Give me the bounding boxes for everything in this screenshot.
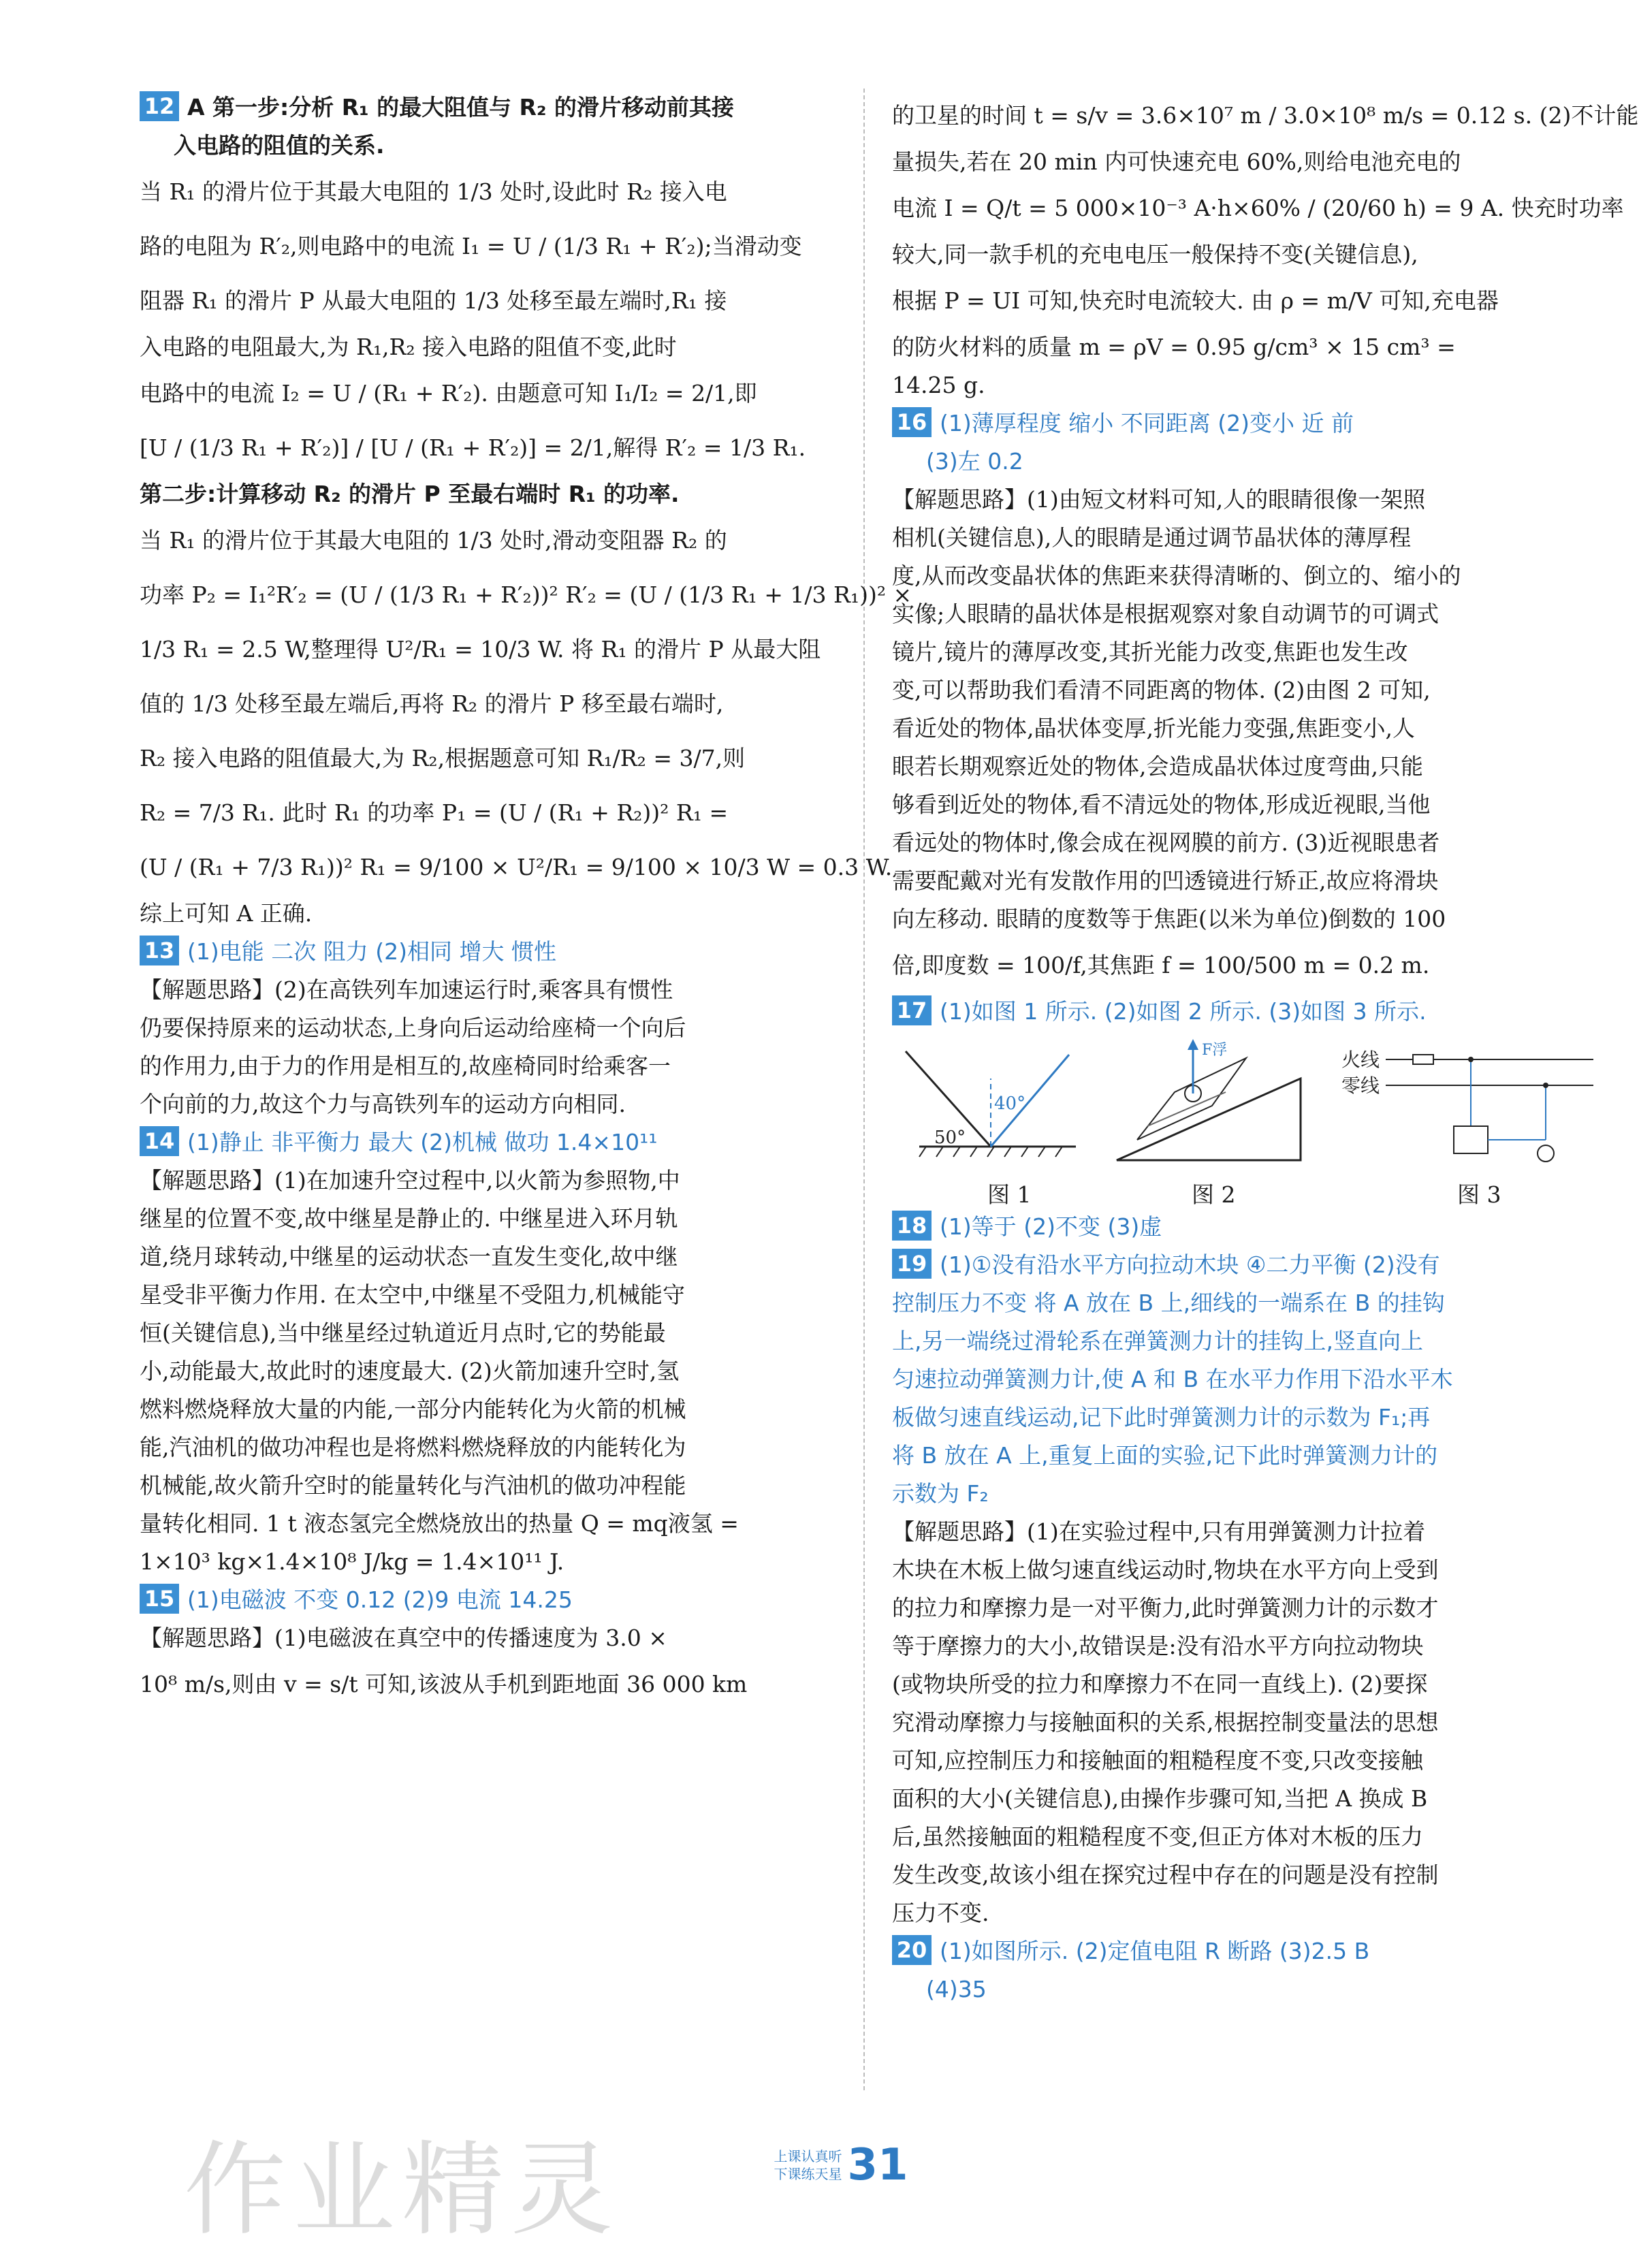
text-line <box>140 165 831 219</box>
page-number: 31 <box>847 2140 908 2190</box>
line-text: 燃料燃烧释放大量的内能,一部分内能转化为火箭的机械 <box>140 1396 686 1422</box>
fig3-neutral-label: 零线 <box>1341 1074 1380 1097</box>
text-line <box>140 366 831 421</box>
text-line <box>140 1047 831 1085</box>
line-text: 倍,即度数 = 100/f,其焦距 f = 100/500 m = 0.2 m. <box>892 952 1430 978</box>
line-text: 木块在木板上做匀速直线运动时,物块在水平方向上受到 <box>892 1556 1439 1583</box>
text-line <box>140 568 912 622</box>
text-line <box>140 475 831 513</box>
text-line <box>140 1467 831 1505</box>
text-line <box>892 1399 1604 1437</box>
text-line <box>140 328 831 366</box>
text-line <box>892 557 1604 595</box>
line-text: R₂ = 7/3 R₁. 此时 R₁ 的功率 P₁ = (U / (R₁ + R₂))² R₁ = <box>140 799 729 826</box>
right-column-top <box>892 89 1639 1031</box>
line-text: R₂ 接入电路的阻值最大,为 R₂,根据题意可知 R₁/R₂ = 3/7,则 <box>140 745 746 771</box>
text-line <box>892 671 1604 709</box>
text-line <box>892 1742 1604 1780</box>
text-line <box>892 595 1604 633</box>
text-line <box>892 236 1604 274</box>
text-line <box>140 513 831 568</box>
line-text: (1)电能 二次 阻力 (2)相同 增大 惯性 <box>187 938 556 965</box>
line-text: 的防火材料的质量 m = ρV = 0.95 g/cm³ × 15 cm³ = <box>892 334 1456 360</box>
line-text: (或物块所受的拉力和摩擦力不在同一直线上). (2)要探 <box>892 1671 1428 1697</box>
line-text: 功率 P₂ = I₁²R′₂ = (U / (1/3 R₁ + R′₂))² R′₂ = (U / (1/3 R₁ + 1/3 R₁))² × <box>140 581 912 608</box>
line-text: 10⁸ m/s,则由 v = s/t 可知,该波从手机到距地面 36 000 km <box>140 1671 748 1697</box>
question-line-16 <box>892 404 1604 443</box>
line-text: 上,另一端绕过滑轮系在弹簧测力计的挂钩上,竖直向上 <box>892 1328 1423 1354</box>
text-line <box>140 1085 831 1123</box>
text-line <box>892 143 1604 181</box>
line-text: 压力不变. <box>892 1900 989 1926</box>
line-text: 1/3 R₁ = 2.5 W,整理得 U²/R₁ = 10/3 W. 将 R₁ 的滑片 P 从最大阻 <box>140 636 821 662</box>
line-text: 究滑动摩擦力与接触面积的关系,根据控制变量法的思想 <box>892 1709 1439 1736</box>
text-line <box>140 731 831 786</box>
text-line <box>892 709 1604 748</box>
text-line <box>892 900 1604 938</box>
line-text: (1)①没有沿水平方向拉动木块 ④二力平衡 (2)没有 <box>940 1251 1440 1278</box>
fig1-angle-b: 40° <box>994 1093 1026 1114</box>
line-text: 度,从而改变晶状体的焦距来获得清晰的、倒立的、缩小的 <box>892 562 1461 589</box>
line-text: 路的电阻为 R′₂,则电路中的电流 I₁ = U / (1/3 R₁ + R′₂);当滑动变 <box>140 233 802 259</box>
line-text: 发生改变,故该小组在探究过程中存在的问题是没有控制 <box>892 1862 1439 1888</box>
line-text: 板做匀速直线运动,记下此时弹簧测力计的示数为 F₁;再 <box>892 1404 1431 1431</box>
line-text: 【解题思路】(2)在高铁列车加速运行时,乘客具有惯性 <box>140 976 673 1003</box>
line-text: 将 B 放在 A 上,重复上面的实验,记下此时弹簧测力计的 <box>892 1442 1438 1469</box>
fig2-caption: 图 2 <box>1192 1181 1236 1208</box>
line-text: 眼若长期观察近处的物体,会造成晶状体过度弯曲,只能 <box>892 753 1423 780</box>
line-text: 值的 1/3 处移至最左端后,再将 R₂ 的滑片 P 移至最右端时, <box>140 690 724 717</box>
right-column <box>892 89 1639 2009</box>
text-line <box>140 786 831 840</box>
text-line <box>892 862 1604 900</box>
line-text: 镜片,镜片的薄厚改变,其折光能力改变,焦距也发生改 <box>892 639 1408 665</box>
text-line <box>892 443 1604 481</box>
line-text: 控制压力不变 将 A 放在 B 上,细线的一端系在 B 的挂钩 <box>892 1290 1445 1316</box>
line-text: 看远处的物体时,像会成在视网膜的前方. (3)近视眼患者 <box>892 829 1440 856</box>
text-line <box>140 1276 831 1314</box>
optics-and-circuit-figures <box>892 1038 1600 1174</box>
question-number-badge: 19 <box>892 1249 932 1279</box>
question-line-15 <box>140 1581 831 1619</box>
line-text: [U / (1/3 R₁ + R′₂)] / [U / (R₁ + R′₂)] = 2/1,解得 R′₂ = 1/3 R₁. <box>140 434 806 461</box>
text-line <box>140 1505 831 1543</box>
text-line <box>892 1513 1604 1551</box>
line-text: 量转化相同. 1 t 液态氢完全燃烧放出的热量 Q = mq液氢 = <box>140 1510 739 1537</box>
watermark-text: 作业精灵 <box>184 2131 620 2250</box>
figure-2-buoyancy <box>1117 1039 1301 1160</box>
text-line <box>140 219 831 274</box>
line-text: 【解题思路】(1)在加速升空过程中,以火箭为参照物,中 <box>140 1167 680 1194</box>
text-line <box>140 895 831 933</box>
line-text: 14.25 g. <box>892 372 985 398</box>
text-line <box>140 127 831 165</box>
line-text: A 第一步:分析 R₁ 的最大阻值与 R₂ 的滑片移动前其接 <box>187 94 734 121</box>
figures-q17 <box>892 1038 1604 1208</box>
text-line <box>892 1437 1604 1475</box>
line-text: 量损失,若在 20 min 内可快速充电 60%,则给电池充电的 <box>892 148 1461 175</box>
line-text: 的卫星的时间 t = s/v = 3.6×10⁷ m / 3.0×10⁸ m/s = 0.12 s. (2)不计能 <box>892 102 1639 129</box>
text-line <box>892 181 1624 236</box>
line-text: 的作用力,由于力的作用是相互的,故座椅同时给乘客一 <box>140 1053 671 1079</box>
text-line <box>140 421 831 475</box>
text-line <box>140 1009 831 1047</box>
text-line <box>892 1627 1604 1665</box>
question-line-19 <box>892 1246 1604 1284</box>
fig1-angle-a: 50° <box>934 1128 966 1148</box>
question-line-17 <box>892 993 1604 1031</box>
fig3-caption: 图 3 <box>1457 1181 1501 1208</box>
line-text: 小,动能最大,故此时的速度最大. (2)火箭加速升空时,氢 <box>140 1358 680 1384</box>
line-text: 机械能,故火箭升空时的能量转化与汽油机的做功冲程能 <box>140 1472 686 1499</box>
text-line <box>140 1619 831 1657</box>
line-text: 向左移动. 眼睛的度数等于焦距(以米为单位)倒数的 100 <box>892 906 1446 932</box>
page-footer-badge <box>732 2124 950 2206</box>
text-line <box>892 1475 1604 1513</box>
line-text: 1×10³ kg×1.4×10⁸ J/kg = 1.4×10¹¹ J. <box>140 1548 564 1575</box>
line-text: 较大,同一款手机的充电电压一般保持不变(关键信息), <box>892 241 1418 268</box>
question-line-20 <box>892 1932 1604 1970</box>
text-line <box>140 677 831 731</box>
text-line <box>892 1322 1604 1360</box>
text-line <box>892 1589 1604 1627</box>
line-text: 【解题思路】(1)由短文材料可知,人的眼睛很像一架照 <box>892 486 1426 513</box>
text-line <box>140 1657 831 1712</box>
right-column-bottom <box>892 1208 1604 2009</box>
line-text: 仍要保持原来的运动状态,上身向后运动给座椅一个向后 <box>140 1015 686 1041</box>
text-line <box>140 1428 831 1467</box>
line-text: 恒(关键信息),当中继星经过轨道近月点时,它的势能最 <box>140 1320 666 1346</box>
question-number-badge: 12 <box>140 91 179 121</box>
line-text: (1)薄厚程度 缩小 不同距离 (2)变小 近 前 <box>940 410 1354 436</box>
text-line <box>140 1352 831 1390</box>
footer-slogan <box>774 2147 842 2183</box>
line-text: (U / (R₁ + 7/3 R₁))² R₁ = 9/100 × U²/R₁ = 9/100 × 10/3 W = 0.3 W. <box>140 854 893 880</box>
fig1-caption: 图 1 <box>987 1181 1032 1208</box>
text-line <box>892 748 1604 786</box>
text-line <box>140 622 831 677</box>
line-text: 面积的大小(关键信息),由操作步骤可知,当把 A 换成 B <box>892 1785 1428 1812</box>
line-text: 阻器 R₁ 的滑片 P 从最大电阻的 1/3 处移至最左端时,R₁ 接 <box>140 287 727 314</box>
column-divider <box>863 89 865 2090</box>
line-text: 匀速拉动弹簧测力计,使 A 和 B 在水平力作用下沿水平木 <box>892 1366 1453 1392</box>
line-text: 第二步:计算移动 R₂ 的滑片 P 至最右端时 R₁ 的功率. <box>140 481 680 507</box>
line-text: 根据 P = UI 可知,快充时电流较大. 由 ρ = m/V 可知,充电器 <box>892 287 1499 314</box>
text-line <box>140 1162 831 1200</box>
text-line <box>892 1284 1604 1322</box>
text-line <box>140 1543 831 1581</box>
text-line <box>892 1665 1604 1704</box>
question-line-14 <box>140 1123 831 1162</box>
question-number-badge: 18 <box>892 1211 932 1241</box>
text-line <box>892 824 1604 862</box>
text-line <box>892 1970 1604 2009</box>
line-text: 示数为 F₂ <box>892 1480 989 1507</box>
line-text: 当 R₁ 的滑片位于其最大电阻的 1/3 处时,设此时 R₂ 接入电 <box>140 178 727 205</box>
line-text: 需要配戴对光有发散作用的凹透镜进行矫正,故应将滑块 <box>892 867 1439 894</box>
line-text: 看近处的物体,晶状体变厚,折光能力变强,焦距变小,人 <box>892 715 1415 741</box>
line-text: (4)35 <box>926 1976 987 2002</box>
text-line <box>892 938 1604 993</box>
line-text: 【解题思路】(1)电磁波在真空中的传播速度为 3.0 × <box>140 1625 667 1651</box>
text-line <box>140 1200 831 1238</box>
line-text: 星受非平衡力作用. 在太空中,中继星不受阻力,机械能守 <box>140 1281 685 1308</box>
line-text: (3)左 0.2 <box>926 448 1023 475</box>
line-text: 变,可以帮助我们看清不同距离的物体. (2)由图 2 可知, <box>892 677 1431 703</box>
text-line <box>892 1856 1604 1894</box>
line-text: 电路中的电流 I₂ = U / (R₁ + R′₂). 由题意可知 I₁/I₂ = 2/1,即 <box>140 380 757 406</box>
line-text: 可知,应控制压力和接触面的粗糙程度不变,只改变接触 <box>892 1747 1423 1774</box>
text-line <box>892 633 1604 671</box>
line-text: (1)静止 非平衡力 最大 (2)机械 做功 1.4×10¹¹ <box>187 1129 658 1155</box>
line-text: 综上可知 A 正确. <box>140 900 313 927</box>
question-line-12 <box>140 89 831 127</box>
line-text: 当 R₁ 的滑片位于其最大电阻的 1/3 处时,滑动变阻器 R₂ 的 <box>140 527 727 554</box>
line-text: 够看到近处的物体,看不清远处的物体,形成近视眼,当他 <box>892 791 1431 818</box>
line-text: 【解题思路】(1)在实验过程中,只有用弹簧测力计拉着 <box>892 1518 1426 1545</box>
text-line <box>892 89 1639 143</box>
line-text: (1)如图 1 所示. (2)如图 2 所示. (3)如图 3 所示. <box>940 998 1427 1025</box>
question-line-18 <box>892 1208 1604 1246</box>
line-text: 相机(关键信息),人的眼睛是通过调节晶状体的薄厚程 <box>892 524 1412 551</box>
line-text: 个向前的力,故这个力与高铁列车的运动方向相同. <box>140 1091 626 1117</box>
text-line <box>892 274 1604 328</box>
text-line <box>140 1238 831 1276</box>
figure-1-reflection <box>906 1051 1076 1157</box>
text-line <box>892 1551 1604 1589</box>
text-line <box>140 840 893 895</box>
text-line <box>892 519 1604 557</box>
text-line <box>892 1894 1604 1932</box>
text-line <box>140 971 831 1009</box>
line-text: 入电路的阻值的关系. <box>174 132 385 159</box>
text-line <box>140 1390 831 1428</box>
question-number-badge: 17 <box>892 995 932 1025</box>
text-line <box>892 481 1604 519</box>
line-text: 后,虽然接触面的粗糙程度不变,但正方体对木板的压力 <box>892 1823 1423 1850</box>
line-text: 电流 I = Q/t = 5 000×10⁻³ A·h×60% / (20/60 h) = 9 A. 快充时功率 <box>892 195 1624 221</box>
line-text: 继星的位置不变,故中继星是静止的. 中继星进入环月轨 <box>140 1205 678 1232</box>
slogan-line-1: 上课认真听 <box>774 2148 842 2165</box>
line-text: 道,绕月球转动,中继星的运动状态一直发生变化,故中继 <box>140 1243 678 1270</box>
question-number-badge: 15 <box>140 1584 179 1614</box>
slogan-line-2: 下课练天星 <box>774 2166 842 2182</box>
text-line <box>892 1704 1604 1742</box>
line-text: 的拉力和摩擦力是一对平衡力,此时弹簧测力计的示数才 <box>892 1595 1439 1621</box>
text-line <box>892 1780 1604 1818</box>
question-number-badge: 20 <box>892 1935 932 1965</box>
line-text: 实像;人眼睛的晶状体是根据观察对象自动调节的可调式 <box>892 601 1439 627</box>
text-line <box>892 328 1604 366</box>
line-text: 入电路的电阻最大,为 R₁,R₂ 接入电路的阻值不变,此时 <box>140 334 677 360</box>
text-line <box>140 1314 831 1352</box>
text-line <box>892 1818 1604 1856</box>
line-text: (1)电磁波 不变 0.12 (2)9 电流 14.25 <box>187 1586 573 1613</box>
text-line <box>892 366 1604 404</box>
line-text: 能,汽油机的做功冲程也是将燃料燃烧释放的内能转化为 <box>140 1434 686 1460</box>
question-number-badge: 16 <box>892 407 932 437</box>
text-line <box>892 1360 1604 1399</box>
question-number-badge: 14 <box>140 1126 179 1156</box>
question-number-badge: 13 <box>140 936 179 965</box>
figure-3-circuit <box>1341 1049 1593 1162</box>
line-text: (1)如图所示. (2)定值电阻 R 断路 (3)2.5 B <box>940 1938 1370 1964</box>
text-line <box>892 786 1604 824</box>
fig3-live-label: 火线 <box>1341 1049 1380 1071</box>
fig2-force-label: F浮 <box>1202 1042 1228 1059</box>
line-text: 等于摩擦力的大小,故错误是:没有沿水平方向拉动物块 <box>892 1633 1424 1659</box>
text-line <box>140 274 831 328</box>
line-text: (1)等于 (2)不变 (3)虚 <box>940 1213 1162 1240</box>
question-line-13 <box>140 933 831 971</box>
